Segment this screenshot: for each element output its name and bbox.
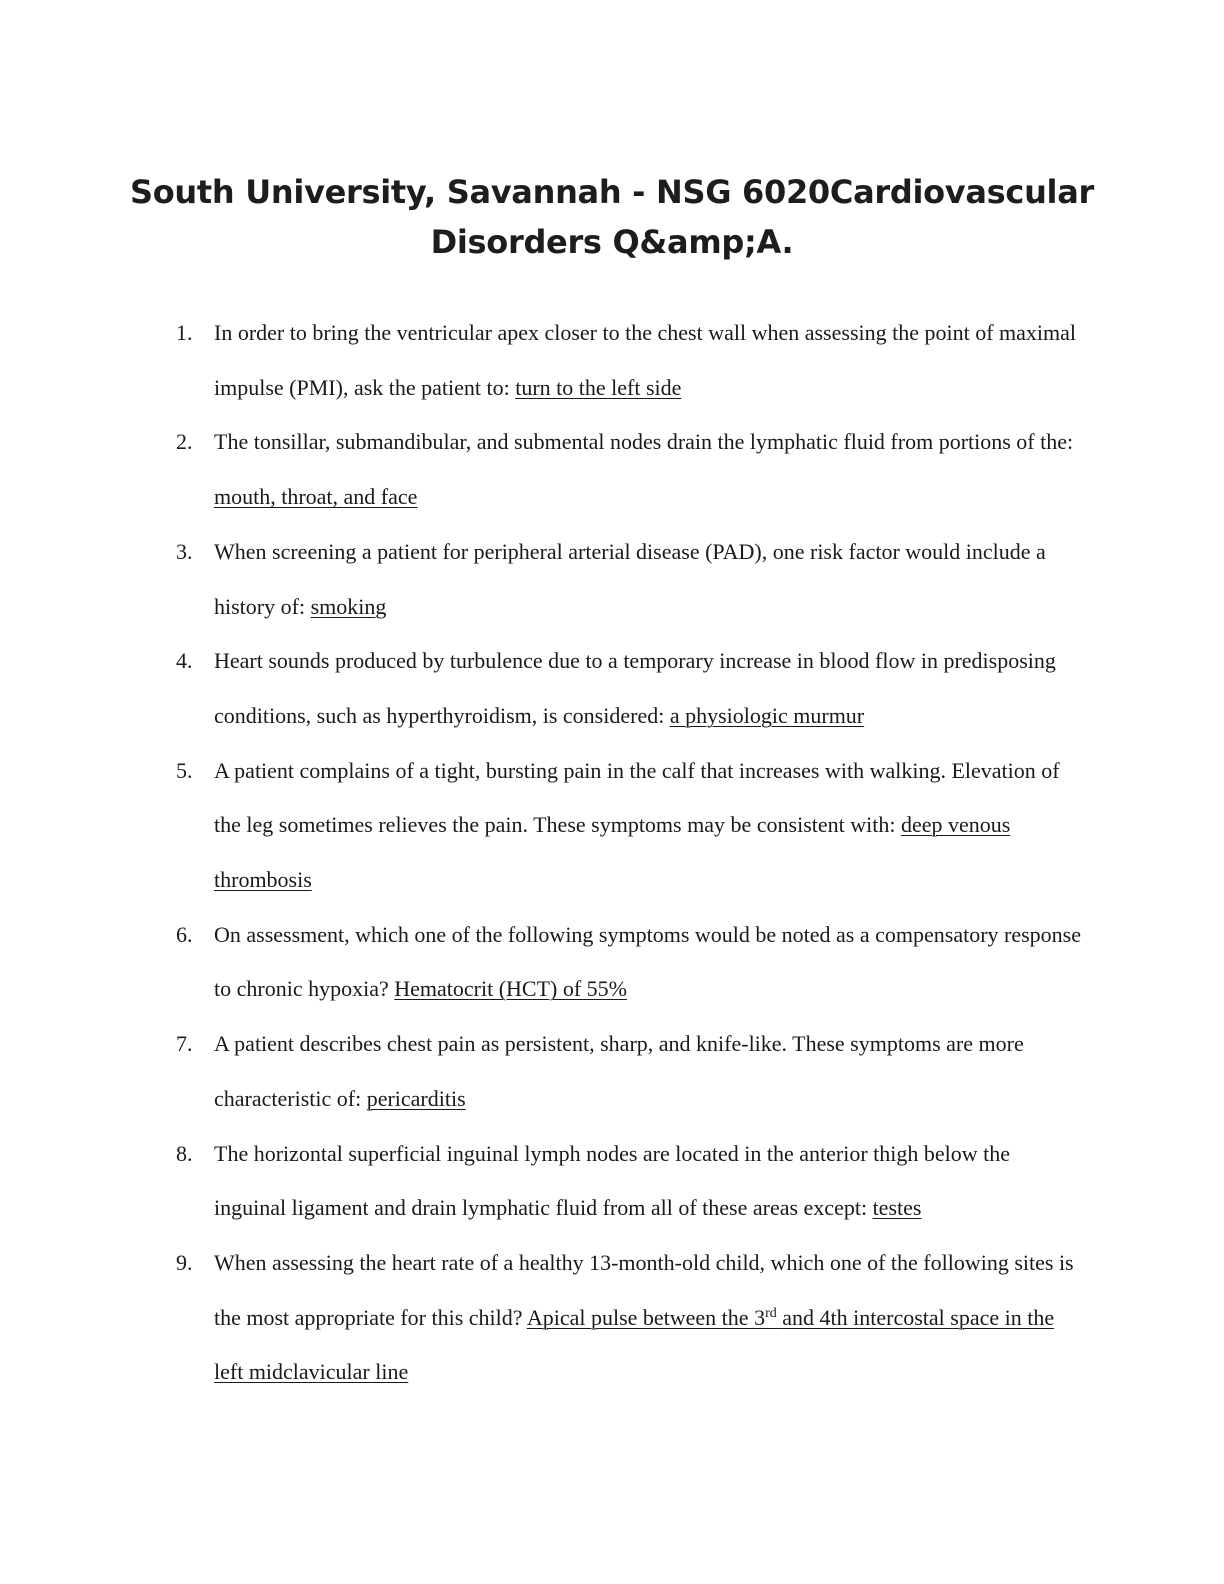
question-text: On assessment, which one of the following symptoms would be noted as a compensatory response to chronic hypoxia? xyxy=(214,921,1082,1002)
question-item-2 xyxy=(0,415,1224,524)
question-number: 6. xyxy=(176,921,193,947)
question-item-6 xyxy=(0,908,1224,1017)
question-list xyxy=(0,306,1224,1400)
title-line-1: South University, Savannah - NSG 6020Cardiovascular xyxy=(130,173,1094,212)
answer-text: Hematocrit (HCT) of 55% xyxy=(394,976,627,1002)
question-text: In order to bring the ventricular apex closer to the chest wall when assessing the point of maximal impulse (PMI), ask the patient to: xyxy=(214,320,1077,400)
ordinal-superscript: rd xyxy=(765,1305,777,1321)
answer-text: pericarditis xyxy=(366,1085,466,1111)
question-text: When assessing the heart rate of a healthy 13-month-old child, which one of the following sites is the most appropriate for this child? xyxy=(214,1249,1074,1330)
question-text: A patient describes chest pain as persistent, sharp, and knife-like. These symptoms are more characteristic of: xyxy=(214,1031,1024,1111)
question-number: 4. xyxy=(176,648,193,674)
question-text: A patient complains of a tight, bursting pain in the calf that increases with walking. Elevation of the leg sometimes relieves the pain. These symptoms may be consistent with: xyxy=(214,757,1060,838)
question-item-7 xyxy=(0,1017,1224,1126)
question-number: 3. xyxy=(176,538,193,564)
question-number: 5. xyxy=(176,757,193,783)
question-item-1 xyxy=(0,306,1224,415)
answer-text: turn to the left side xyxy=(515,374,682,400)
answer-text: testes xyxy=(872,1195,922,1221)
answer-text: smoking xyxy=(310,593,387,619)
answer-text: deep venous thrombosis xyxy=(214,812,1011,893)
question-number: 9. xyxy=(176,1249,193,1275)
answer-text: mouth, throat, and face xyxy=(214,484,418,510)
question-number: 8. xyxy=(176,1140,193,1166)
question-text: The horizontal superficial inguinal lymph nodes are located in the anterior thigh below the inguinal ligament and drain lymphatic fluid from all of these areas except: xyxy=(214,1140,1011,1221)
question-item-4 xyxy=(0,634,1224,743)
answer-text: a physiologic murmur xyxy=(669,702,865,728)
document-title xyxy=(130,167,1094,267)
question-text: When screening a patient for peripheral arterial disease (PAD), one risk factor would include a history of: xyxy=(214,538,1046,619)
question-item-3 xyxy=(0,525,1224,634)
question-item-8 xyxy=(0,1127,1224,1236)
question-text: The tonsillar, submandibular, and submental nodes drain the lymphatic fluid from portions of the: xyxy=(214,429,1074,455)
question-item-5 xyxy=(0,744,1224,908)
answer-text-part-2: and 4th intercostal space in the left midclavicular line xyxy=(214,1304,1055,1385)
question-number: 7. xyxy=(176,1031,193,1057)
answer-text-part-1: Apical pulse between the 3 xyxy=(526,1304,766,1330)
title-line-2: Disorders Q&amp;A. xyxy=(430,223,794,262)
question-number: 1. xyxy=(176,320,193,345)
question-item-9 xyxy=(0,1236,1224,1400)
question-text: Heart sounds produced by turbulence due to a temporary increase in blood flow in predisposing conditions, such as hyperthyroidism, is considered: xyxy=(214,648,1056,728)
question-number: 2. xyxy=(176,429,193,455)
